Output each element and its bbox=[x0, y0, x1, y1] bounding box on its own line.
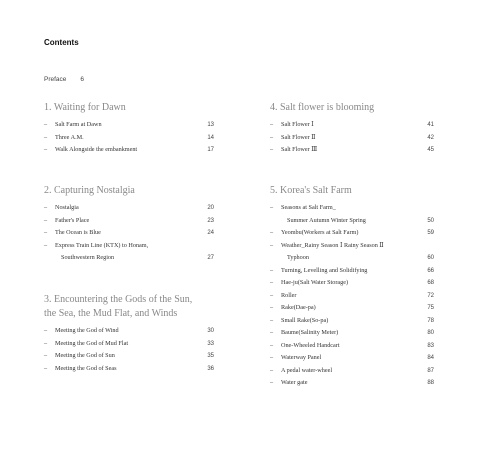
entry-page-number: 41 bbox=[427, 122, 434, 128]
section-title[interactable]: 1. Waiting for Dawn bbox=[44, 102, 126, 113]
section-title[interactable]: the Sea, the Mud Flat, and Winds bbox=[44, 308, 178, 319]
toc-entry[interactable] bbox=[270, 227, 434, 240]
toc-entry[interactable] bbox=[44, 325, 214, 338]
entry-title: Yeombu(Workers at Salt Farm) bbox=[281, 229, 359, 236]
toc-entry[interactable] bbox=[270, 265, 434, 278]
dash-bullet: – bbox=[270, 291, 274, 299]
toc-entry[interactable] bbox=[44, 144, 214, 157]
toc-entry[interactable] bbox=[44, 338, 214, 351]
toc-entry[interactable] bbox=[270, 132, 434, 145]
toc-entry[interactable] bbox=[44, 252, 214, 265]
dash-bullet: – bbox=[44, 241, 48, 249]
entry-title: Roller bbox=[281, 291, 297, 299]
entry-title: Meeting the God of Seas bbox=[55, 364, 117, 372]
entry-page-number: 83 bbox=[427, 342, 434, 349]
toc-entry[interactable] bbox=[270, 315, 434, 328]
dash-bullet: – bbox=[44, 229, 48, 236]
toc-entry[interactable] bbox=[270, 202, 434, 215]
entry-title: Salt Flower Ⅱ bbox=[281, 133, 316, 141]
entry-page-number: 13 bbox=[207, 122, 214, 128]
toc-entry[interactable] bbox=[44, 227, 214, 240]
dash-bullet: – bbox=[270, 266, 274, 274]
toc-section-3 bbox=[44, 293, 214, 375]
dash-bullet: – bbox=[270, 133, 274, 141]
preface-page-number: 6 bbox=[80, 76, 85, 83]
entry-title: Baume(Salinity Meter) bbox=[281, 329, 339, 336]
entry-page-number: 23 bbox=[207, 217, 214, 224]
entry-list bbox=[44, 119, 214, 157]
entry-page-number: 78 bbox=[427, 317, 434, 324]
toc-entry[interactable] bbox=[270, 340, 434, 353]
section-title[interactable]: 4. Salt flower is blooming bbox=[270, 102, 375, 113]
entry-title: Southwestern Region bbox=[61, 254, 115, 261]
entry-title: Meeting the God of Sun bbox=[55, 352, 115, 359]
toc-entry[interactable] bbox=[270, 290, 434, 303]
toc-entry[interactable] bbox=[270, 365, 434, 378]
entry-title: Water gate bbox=[281, 379, 308, 386]
entry-page-number: 27 bbox=[207, 255, 214, 261]
entry-page-number: 80 bbox=[427, 330, 434, 336]
dash-bullet: – bbox=[270, 121, 274, 128]
dash-bullet: – bbox=[270, 329, 274, 336]
dash-bullet: – bbox=[44, 204, 48, 211]
toc-entry[interactable] bbox=[270, 327, 434, 340]
entry-title: Small Rake(So-pa) bbox=[281, 316, 329, 324]
entry-page-number: 14 bbox=[207, 134, 214, 141]
dash-bullet: – bbox=[270, 229, 274, 236]
toc-entry[interactable] bbox=[44, 202, 214, 215]
section-title[interactable]: 3. Encountering the Gods of the Sun, bbox=[44, 294, 193, 305]
entry-page-number: 36 bbox=[207, 365, 214, 372]
dash-bullet: – bbox=[270, 316, 274, 324]
dash-bullet: – bbox=[270, 304, 274, 311]
entry-list bbox=[270, 202, 434, 390]
entry-title: Nostalgia bbox=[55, 204, 79, 211]
toc-entry[interactable] bbox=[270, 377, 434, 390]
entry-title: Weather_Rainy Season Ⅰ Rainy Season Ⅱ bbox=[281, 241, 384, 249]
entry-title: Three A.M. bbox=[55, 133, 84, 141]
toc-entry[interactable] bbox=[270, 144, 434, 157]
entry-page-number: 87 bbox=[427, 367, 434, 374]
entry-page-number: 35 bbox=[207, 353, 214, 359]
entry-page-number: 66 bbox=[427, 267, 434, 274]
entry-page-number: 60 bbox=[427, 255, 434, 261]
entry-title: Typhoon bbox=[287, 254, 309, 261]
toc-section-1 bbox=[44, 101, 214, 157]
entry-list bbox=[44, 202, 214, 265]
dash-bullet: – bbox=[270, 279, 274, 286]
preface-entry[interactable] bbox=[44, 76, 84, 83]
dash-bullet: – bbox=[270, 341, 274, 349]
dash-bullet: – bbox=[44, 364, 48, 372]
entry-page-number: 30 bbox=[207, 328, 214, 334]
entry-title: Hae-ju(Salt Water Storage) bbox=[281, 279, 349, 286]
entry-title: Turning, Levelling and Solidifying bbox=[281, 266, 368, 274]
dash-bullet: – bbox=[44, 121, 48, 128]
entry-title: Express Train Line (KTX) to Honam, bbox=[55, 241, 149, 249]
dash-bullet: – bbox=[44, 216, 48, 224]
toc-entry[interactable] bbox=[270, 215, 434, 228]
entry-page-number: 50 bbox=[427, 217, 434, 224]
section-title[interactable]: 5. Korea's Salt Farm bbox=[270, 185, 352, 196]
entry-page-number: 45 bbox=[427, 147, 434, 153]
dash-bullet: – bbox=[270, 146, 274, 153]
entry-title: Summer Autumn Winter Spring bbox=[287, 216, 366, 224]
entry-title: Waterway Panel bbox=[281, 354, 322, 361]
entry-page-number: 88 bbox=[427, 380, 434, 386]
entry-page-number: 17 bbox=[207, 147, 214, 153]
entry-page-number: 24 bbox=[207, 230, 214, 236]
entry-page-number: 20 bbox=[207, 205, 214, 211]
entry-page-number: 72 bbox=[427, 292, 434, 299]
dash-bullet: – bbox=[44, 146, 48, 153]
entry-page-number: 75 bbox=[427, 305, 434, 311]
section-title[interactable]: 2. Capturing Nostalgia bbox=[44, 185, 135, 196]
toc-entry[interactable] bbox=[270, 252, 434, 265]
dash-bullet: – bbox=[270, 366, 274, 374]
toc-entry[interactable] bbox=[44, 350, 214, 363]
entry-title: Meeting the God of Wind bbox=[55, 327, 119, 334]
toc-section-4 bbox=[270, 101, 434, 157]
entry-page-number: 59 bbox=[427, 230, 434, 236]
entry-title: Father's Place bbox=[55, 216, 90, 224]
dash-bullet: – bbox=[44, 327, 48, 334]
entry-title: Seasons at Salt Farm_ bbox=[281, 204, 336, 211]
entry-title: One-Wheeled Handcart bbox=[281, 341, 340, 349]
toc-entry[interactable] bbox=[44, 363, 214, 376]
entry-page-number: 33 bbox=[207, 340, 214, 347]
entry-title: Salt Farm at Dawn bbox=[55, 121, 102, 128]
entry-title: Meeting the God of Mud Flat bbox=[55, 339, 129, 347]
toc-entry[interactable] bbox=[270, 277, 434, 290]
entry-title: Walk Alongside the embankment bbox=[55, 146, 138, 153]
dash-bullet: – bbox=[270, 354, 274, 361]
toc-entry[interactable] bbox=[44, 119, 214, 132]
dash-bullet: – bbox=[44, 133, 48, 141]
toc-entry[interactable] bbox=[270, 302, 434, 315]
toc-entry[interactable] bbox=[44, 132, 214, 145]
toc-entry[interactable] bbox=[270, 119, 434, 132]
entry-title: The Ocean is Blue bbox=[55, 229, 101, 236]
toc-entry[interactable] bbox=[270, 352, 434, 365]
entry-page-number: 84 bbox=[427, 355, 434, 361]
toc-section-5 bbox=[270, 184, 434, 390]
toc-entry[interactable] bbox=[44, 240, 214, 253]
dash-bullet: – bbox=[44, 339, 48, 347]
entry-list bbox=[270, 119, 434, 157]
preface-label: Preface bbox=[44, 76, 67, 83]
dash-bullet: – bbox=[270, 241, 274, 249]
entry-title: A pedal water-wheel bbox=[281, 366, 333, 374]
toc-section-2 bbox=[44, 184, 214, 265]
dash-bullet: – bbox=[270, 204, 274, 211]
dash-bullet: – bbox=[44, 352, 48, 359]
entry-title: Salt Flower Ⅲ bbox=[281, 146, 318, 153]
entry-title: Salt Flower Ⅰ bbox=[281, 121, 314, 128]
page-title: Contents bbox=[44, 38, 79, 47]
dash-bullet: – bbox=[270, 379, 274, 386]
toc-entry[interactable] bbox=[44, 215, 214, 228]
entry-list bbox=[44, 325, 214, 375]
entry-title: Rake(Dae-pa) bbox=[281, 304, 316, 311]
entry-page-number: 68 bbox=[427, 280, 434, 286]
toc-entry[interactable] bbox=[270, 240, 434, 253]
entry-page-number: 42 bbox=[427, 134, 434, 141]
